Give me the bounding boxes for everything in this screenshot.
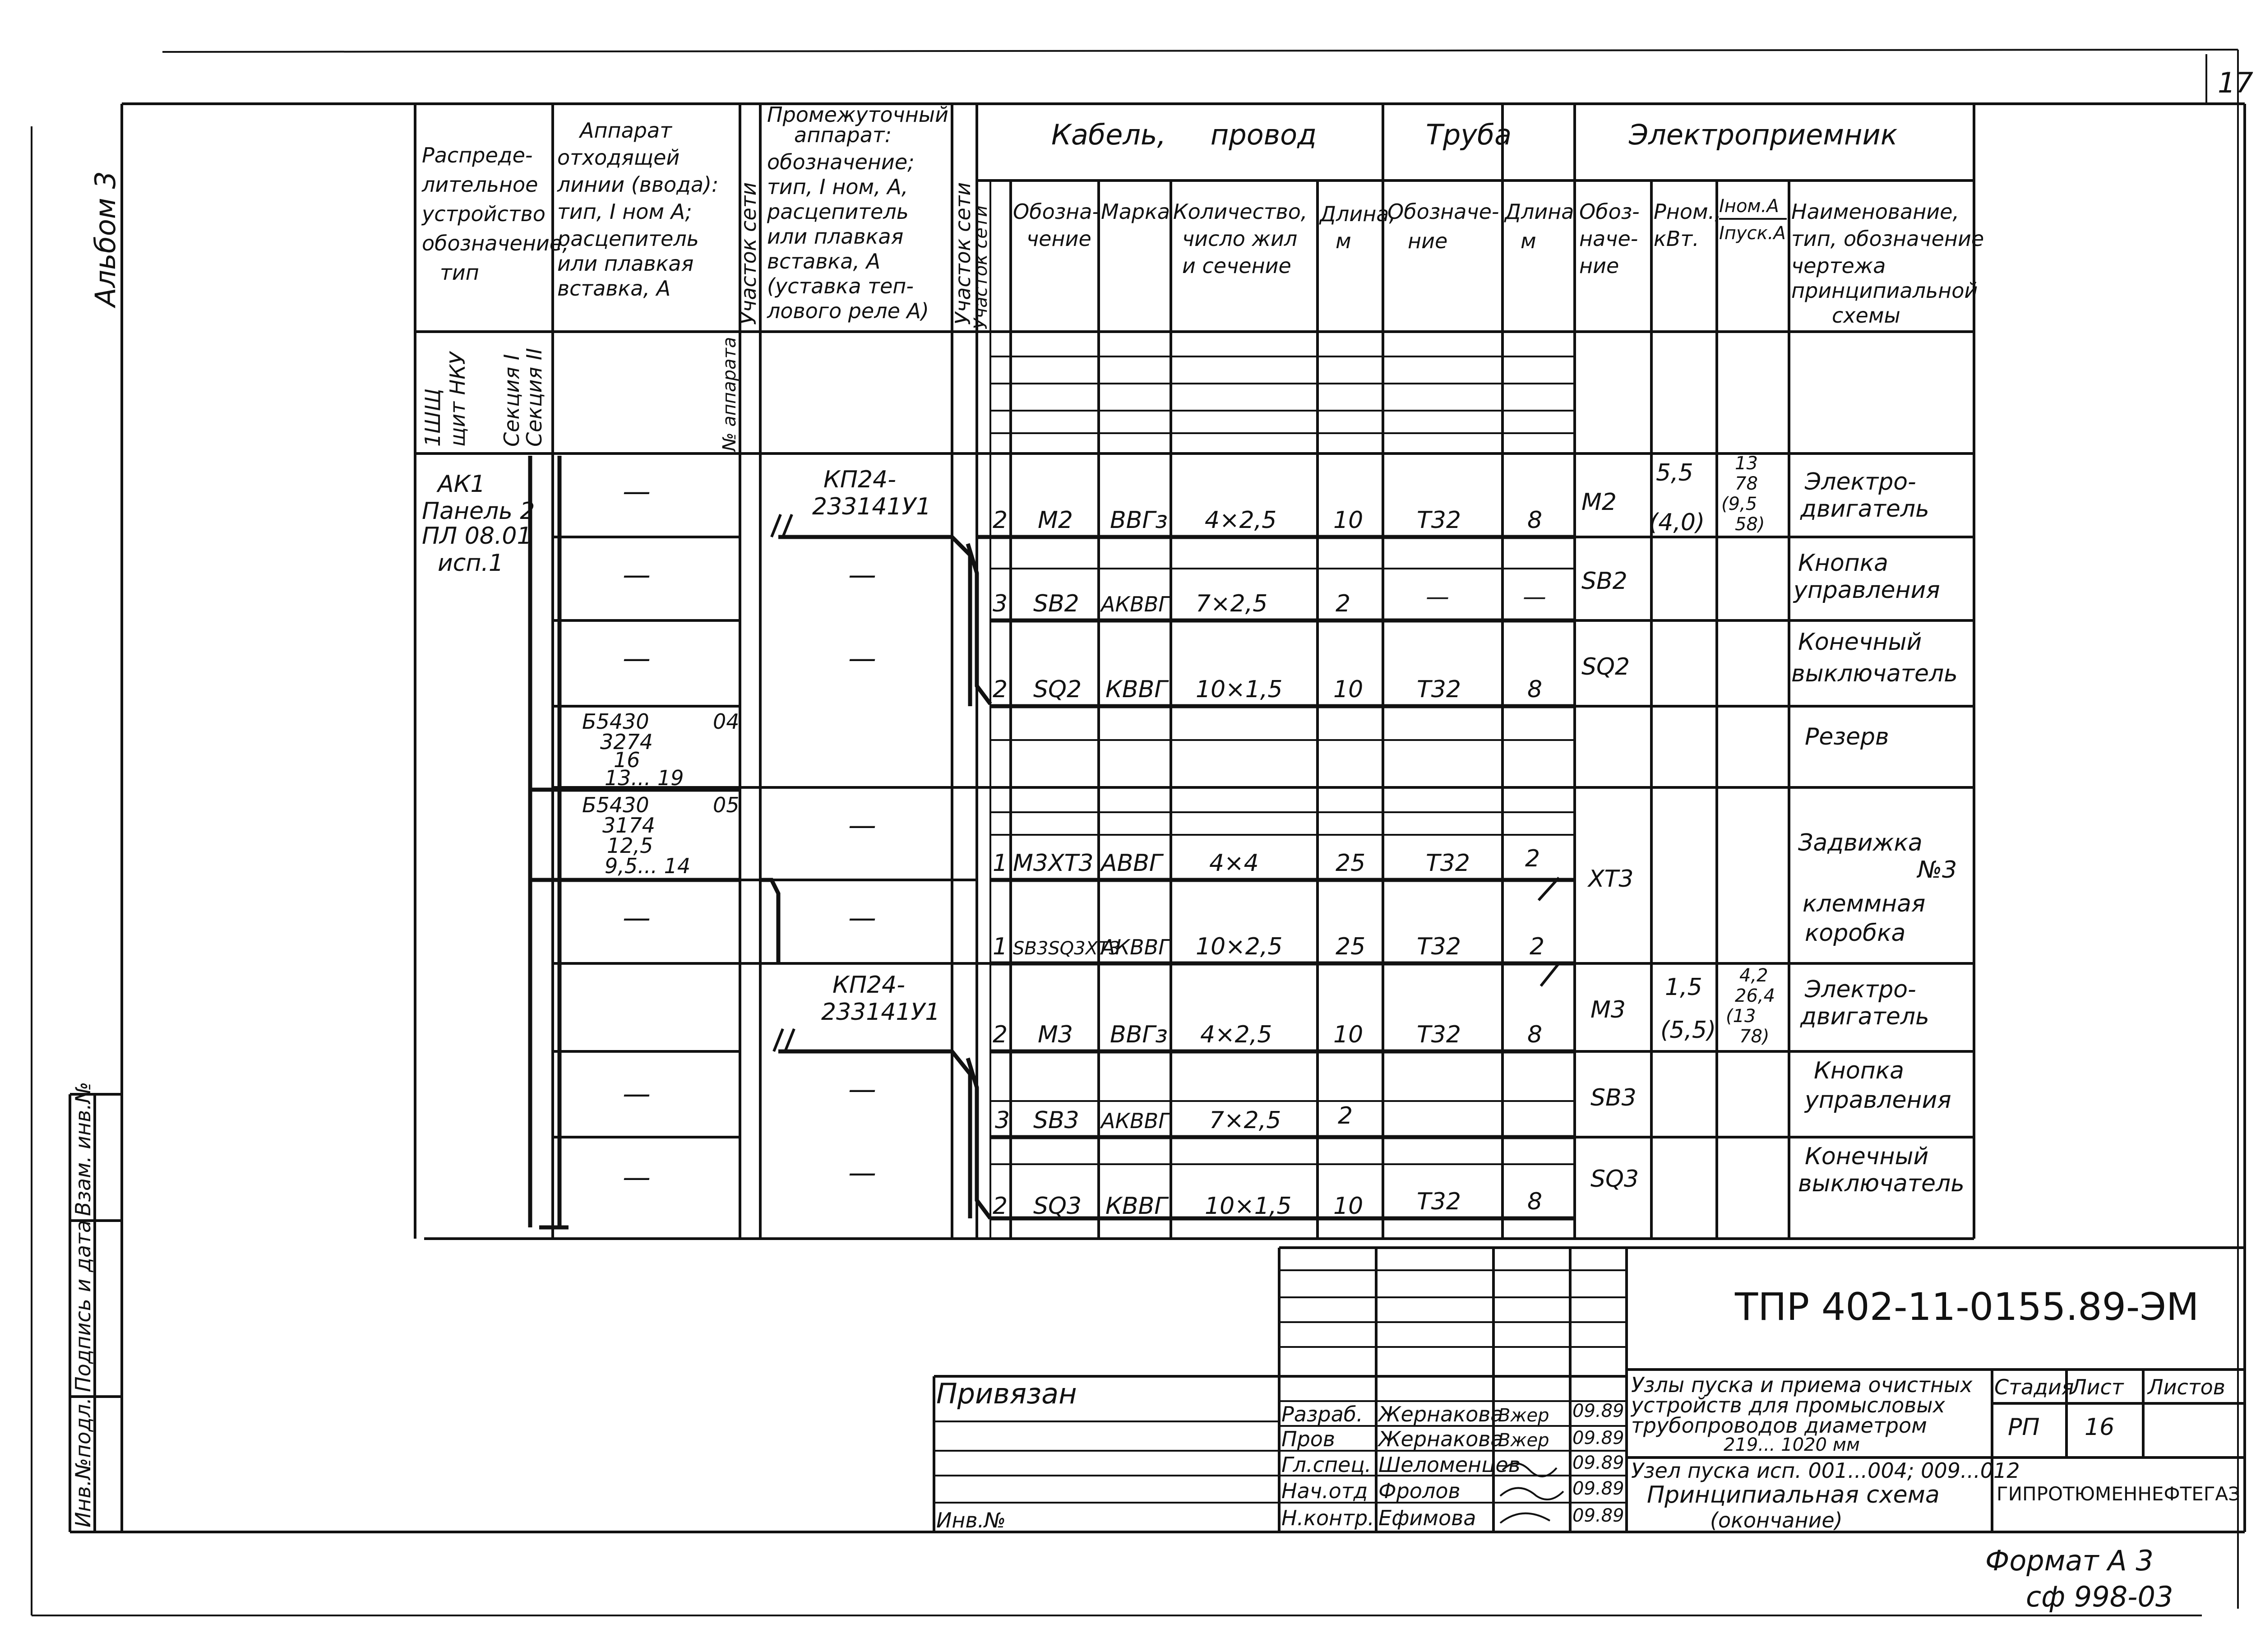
svg-text:04: 04	[713, 709, 740, 734]
signature-role-row	[1281, 1427, 1624, 1451]
receiver-row	[1581, 629, 1958, 687]
svg-text:исп.1: исп.1	[438, 550, 504, 577]
svg-text:КП24-: КП24-	[823, 466, 896, 493]
signature-role-row	[1281, 1453, 1624, 1477]
svg-text:Аппарат: Аппарат	[580, 118, 672, 143]
sheet-label: Лист	[2071, 1375, 2124, 1399]
cable-row	[993, 507, 1542, 534]
svg-text:Б5430: Б5430	[582, 709, 649, 734]
signature-role-row	[1281, 1401, 1624, 1426]
svg-text:принципиальной: принципиальной	[1791, 278, 1978, 303]
page-number: 17	[2218, 66, 2253, 99]
svg-text:1: 1	[993, 850, 1008, 877]
svg-text:SQ2: SQ2	[1033, 676, 1082, 703]
receiver-row	[1590, 965, 1929, 1047]
header-section-2: Участок сети	[951, 182, 975, 325]
signature-role-row	[1281, 1505, 1624, 1530]
svg-text:Т32: Т32	[1417, 1188, 1461, 1215]
svg-text:10: 10	[1333, 507, 1364, 534]
svg-text:2: 2	[993, 676, 1008, 703]
svg-text:—: —	[623, 475, 651, 508]
svg-text:78): 78)	[1739, 1026, 1770, 1047]
svg-text:или плавкая: или плавкая	[557, 251, 694, 276]
svg-text:09.89: 09.89	[1572, 1453, 1624, 1473]
svg-text:(уставка теп-: (уставка теп-	[767, 274, 914, 298]
svg-text:7×2,5: 7×2,5	[1196, 590, 1268, 617]
intermediate-column	[812, 466, 940, 1189]
svg-text:трубопроводов диаметром: трубопроводов диаметром	[1631, 1413, 1927, 1438]
svg-text:4×4: 4×4	[1209, 850, 1259, 877]
svg-text:Количество,: Количество,	[1173, 199, 1308, 224]
svg-text:25: 25	[1336, 933, 1366, 960]
svg-text:233141У1: 233141У1	[821, 999, 940, 1026]
svg-text:АКВВГ: АКВВГ	[1101, 592, 1170, 616]
svg-text:М2: М2	[1581, 489, 1617, 516]
receiver-row	[1581, 453, 1929, 536]
svg-text:SB3SQ3ХТ3: SB3SQ3ХТ3	[1013, 938, 1120, 959]
svg-text:SQ3: SQ3	[1033, 1193, 1082, 1220]
svg-text:двигатель: двигатель	[1800, 495, 1929, 523]
svg-text:Т32: Т32	[1417, 676, 1461, 703]
organization: ГИПРОТЮМЕННЕФТЕГАЗ	[1997, 1483, 2241, 1505]
cable-row	[993, 676, 1542, 703]
svg-text:09.89: 09.89	[1572, 1401, 1624, 1421]
stage-label: Стадия	[1994, 1375, 2074, 1399]
svg-text:1: 1	[993, 933, 1008, 960]
svg-text:схемы: схемы	[1832, 303, 1900, 328]
svg-text:4×2,5: 4×2,5	[1205, 507, 1277, 534]
svg-text:2: 2	[993, 507, 1008, 534]
svg-text:М3: М3	[1590, 996, 1626, 1023]
cable-row	[993, 1188, 1542, 1220]
svg-text:Вжер: Вжер	[1498, 1430, 1549, 1451]
svg-text:Жернакова: Жернакова	[1378, 1402, 1503, 1426]
svg-text:3: 3	[995, 1107, 1010, 1134]
svg-text:(13: (13	[1726, 1006, 1756, 1027]
svg-text:число жил: число жил	[1182, 227, 1298, 251]
svg-text:SQ3: SQ3	[1590, 1166, 1639, 1193]
svg-text:78: 78	[1735, 473, 1758, 494]
svg-text:2: 2	[993, 1021, 1008, 1048]
svg-text:обозначение;: обозначение;	[767, 150, 915, 174]
receiver-row	[1581, 550, 1940, 604]
svg-text:(окончание): (окончание)	[1710, 1508, 1843, 1532]
apparatus-column	[582, 475, 740, 1194]
header-receiver-columns	[1579, 196, 1984, 328]
svg-text:Вжер: Вжер	[1498, 1405, 1549, 1426]
svg-text:09.89: 09.89	[1572, 1478, 1624, 1499]
svg-text:8: 8	[1527, 1188, 1543, 1215]
cable-row	[995, 1102, 1353, 1134]
header-section-1: Участок сети	[736, 182, 761, 325]
svg-text:Распреде-: Распреде-	[422, 143, 533, 167]
svg-text:Задвижка: Задвижка	[1798, 829, 1923, 856]
svg-text:щит НКУ: щит НКУ	[445, 352, 470, 447]
svg-text:16: 16	[614, 748, 640, 772]
svg-text:—: —	[1426, 583, 1449, 611]
svg-text:(4,0): (4,0)	[1649, 509, 1705, 536]
header-intermediate	[767, 102, 948, 323]
svg-text:13: 13	[1735, 453, 1758, 474]
svg-text:12,5: 12,5	[607, 833, 653, 858]
format-label: Формат А 3	[1985, 1544, 2154, 1577]
svg-text:Наименование,: Наименование,	[1791, 199, 1960, 224]
svg-text:тип, обозначение: тип, обозначение	[1791, 227, 1984, 251]
svg-text:2: 2	[1525, 845, 1540, 872]
svg-text:выключатель: выключатель	[1798, 1170, 1965, 1197]
svg-text:управления: управления	[1805, 1087, 1951, 1114]
svg-text:вставка, А: вставка, А	[767, 249, 881, 273]
svg-text:устройство: устройство	[422, 202, 546, 226]
svg-text:устройств для промысловых: устройств для промысловых	[1631, 1393, 1945, 1417]
header-pipe-group: Труба	[1426, 118, 1512, 151]
svg-text:SB3: SB3	[1590, 1084, 1637, 1111]
svg-text:Принципиальная схема: Принципиальная схема	[1647, 1481, 1940, 1509]
svg-text:расцепитель: расцепитель	[557, 227, 699, 251]
svg-text:7×2,5: 7×2,5	[1209, 1107, 1281, 1134]
svg-text:Обоз-: Обоз-	[1579, 199, 1640, 224]
svg-text:Шеломенцев: Шеломенцев	[1378, 1453, 1521, 1477]
shield-labels	[421, 337, 740, 452]
svg-text:тип, I ном А;: тип, I ном А;	[557, 199, 692, 224]
svg-text:Б5430: Б5430	[582, 793, 649, 817]
svg-text:5,5: 5,5	[1656, 459, 1693, 486]
svg-text:чертежа: чертежа	[1791, 254, 1886, 278]
margin-replace-inv: Взам. инв.№	[71, 1082, 95, 1216]
doc-code: ТПР 402-11-0155.89-ЭМ	[1735, 1285, 2199, 1329]
svg-text:3274: 3274	[600, 730, 653, 754]
receiver-row	[1590, 1057, 1951, 1114]
svg-text:Т32: Т32	[1426, 850, 1470, 877]
svg-text:Резерв: Резерв	[1805, 723, 1889, 750]
margin-inv-orig: Инв.№подл.	[71, 1397, 95, 1527]
sheet-title	[1631, 1458, 2020, 1532]
svg-text:1,5: 1,5	[1665, 974, 1702, 1001]
svg-text:Узел пуска исп. 001...004; 009: Узел пуска исп. 001...004; 009...012	[1631, 1458, 2020, 1483]
svg-text:Iпуск.А: Iпуск.А	[1719, 223, 1786, 244]
svg-text:лительное: лительное	[422, 172, 538, 197]
svg-text:м: м	[1521, 229, 1536, 253]
svg-text:двигатель: двигатель	[1800, 1003, 1929, 1030]
svg-text:Узлы пуска и приема очистных: Узлы пуска и приема очистных	[1631, 1373, 1973, 1397]
margin-sign-date: Подпись и дата	[71, 1220, 95, 1392]
svg-text:SQ2: SQ2	[1581, 653, 1630, 680]
svg-text:26,4: 26,4	[1735, 986, 1775, 1006]
svg-text:58): 58)	[1735, 514, 1765, 535]
svg-text:кВт.: кВт.	[1654, 227, 1699, 251]
svg-text:Н.контр.: Н.контр.	[1281, 1506, 1374, 1530]
svg-text:3174: 3174	[602, 813, 656, 838]
inv-no-label: Инв.№	[936, 1508, 1006, 1532]
svg-text:3: 3	[993, 590, 1008, 617]
svg-text:—: —	[623, 1077, 651, 1110]
svg-text:—: —	[848, 809, 876, 842]
svg-text:4×2,5: 4×2,5	[1200, 1021, 1272, 1048]
svg-text:Электро-: Электро-	[1805, 976, 1916, 1003]
svg-text:АКВВГ: АКВВГ	[1101, 1109, 1170, 1133]
svg-text:М3ХТ3: М3ХТ3	[1013, 850, 1094, 877]
svg-text:Пров: Пров	[1281, 1427, 1336, 1451]
svg-text:чение: чение	[1026, 227, 1091, 251]
svg-text:9,5... 14: 9,5... 14	[605, 854, 691, 878]
stage-value: РП	[2008, 1414, 2040, 1441]
svg-text:SB2: SB2	[1581, 568, 1627, 595]
svg-text:8: 8	[1527, 507, 1543, 534]
svg-text:2: 2	[1338, 1102, 1353, 1129]
svg-text:Обозна-: Обозна-	[1013, 199, 1100, 224]
svg-text:Длина,: Длина,	[1320, 202, 1396, 226]
svg-text:8: 8	[1527, 1021, 1543, 1048]
svg-text:8: 8	[1527, 676, 1543, 703]
svg-text:—: —	[848, 642, 876, 675]
svg-text:2: 2	[993, 1193, 1008, 1220]
svg-text:ПЛ 08.01: ПЛ 08.01	[422, 523, 532, 550]
svg-text:лового реле А): лового реле А)	[767, 299, 929, 323]
svg-text:Iном.А: Iном.А	[1719, 196, 1779, 217]
header-pipe-columns	[1387, 199, 1574, 253]
svg-text:Т32: Т32	[1417, 933, 1461, 960]
svg-text:Кнопка: Кнопка	[1814, 1057, 1905, 1084]
svg-text:Конечный: Конечный	[1805, 1143, 1929, 1170]
svg-text:10: 10	[1333, 1021, 1364, 1048]
svg-text:Панель 2: Панель 2	[422, 498, 535, 525]
svg-text:№3: №3	[1918, 856, 1957, 884]
svg-text:тип, I ном, А,: тип, I ном, А,	[767, 175, 908, 199]
header-cable-group: Кабель, провод	[1051, 118, 1317, 151]
svg-text:05: 05	[713, 793, 740, 817]
receiver-row	[1805, 723, 1889, 750]
bound-label: Привязан	[936, 1377, 1077, 1410]
svg-text:4,2: 4,2	[1739, 965, 1768, 986]
svg-text:Нач.отд: Нач.отд	[1281, 1479, 1368, 1503]
svg-text:10×1,5: 10×1,5	[1205, 1193, 1292, 1220]
svg-text:Жернакова: Жернакова	[1378, 1427, 1503, 1451]
cable-row	[993, 933, 1544, 960]
svg-text:управления: управления	[1794, 577, 1940, 604]
header-apparatus	[557, 118, 719, 301]
svg-text:линии (ввода):: линии (ввода):	[557, 172, 719, 197]
svg-text:09.89: 09.89	[1572, 1505, 1624, 1526]
receiver-row	[1590, 1143, 1965, 1197]
svg-text:коробка: коробка	[1805, 920, 1906, 947]
svg-text:отходящей: отходящей	[557, 145, 680, 170]
margin-stamp	[70, 1082, 122, 1532]
svg-text:Рном.,: Рном.,	[1654, 199, 1721, 224]
svg-text:тип: тип	[440, 260, 479, 285]
distribution-device	[422, 471, 535, 577]
svg-text:м: м	[1336, 229, 1351, 253]
svg-text:Обозначе-: Обозначе-	[1387, 199, 1499, 224]
svg-text:—: —	[848, 1073, 876, 1106]
svg-text:09.89: 09.89	[1572, 1428, 1624, 1448]
svg-text:М3: М3	[1038, 1021, 1073, 1048]
svg-text:выключатель: выключатель	[1791, 660, 1958, 687]
svg-text:Конечный: Конечный	[1798, 629, 1922, 656]
svg-text:Марка: Марка	[1101, 199, 1170, 224]
svg-text:Разраб.: Разраб.	[1281, 1402, 1363, 1426]
svg-text:Фролов: Фролов	[1378, 1479, 1461, 1503]
svg-text:SB2: SB2	[1033, 590, 1079, 617]
svg-text:13... 19: 13... 19	[605, 766, 684, 790]
cable-row	[993, 583, 1546, 617]
svg-text:ние: ние	[1408, 229, 1448, 253]
cable-row	[993, 1021, 1542, 1048]
album-label: Альбом 3	[89, 171, 122, 307]
sheet-value: 16	[2085, 1414, 2115, 1441]
svg-text:КВВГ: КВВГ	[1105, 676, 1168, 703]
svg-text:Промежуточный: Промежуточный	[767, 102, 949, 127]
header-section-3: Участок сети	[971, 205, 991, 329]
svg-text:—: —	[623, 642, 651, 675]
svg-text:ХТ3: ХТ3	[1588, 865, 1634, 893]
svg-text:Секция II: Секция II	[522, 348, 546, 447]
svg-text:10: 10	[1333, 1193, 1364, 1220]
cable-row	[993, 845, 1540, 877]
svg-text:Т32: Т32	[1417, 507, 1461, 534]
svg-text:наче-: наче-	[1579, 227, 1638, 251]
svg-text:25: 25	[1336, 850, 1366, 877]
svg-text:№ аппарата: № аппарата	[719, 337, 740, 451]
svg-text:(5,5): (5,5)	[1660, 1017, 1716, 1044]
svg-text:Гл.спец.: Гл.спец.	[1281, 1453, 1372, 1477]
svg-text:вставка, А: вставка, А	[557, 276, 671, 301]
svg-text:расцепитель: расцепитель	[767, 199, 909, 224]
svg-text:SB3: SB3	[1033, 1107, 1079, 1134]
svg-text:и сечение: и сечение	[1182, 254, 1291, 278]
svg-text:обозначение,: обозначение,	[422, 231, 569, 255]
header-receiver-group: Электроприемник	[1629, 118, 1898, 151]
signature-role-row	[1281, 1478, 1624, 1503]
svg-text:АК1: АК1	[438, 471, 485, 498]
svg-text:Электро-: Электро-	[1805, 468, 1916, 495]
receiver-row	[1587, 829, 1957, 947]
svg-text:КВВГ: КВВГ	[1105, 1193, 1168, 1220]
svg-text:10: 10	[1333, 676, 1364, 703]
svg-text:аппарат:: аппарат:	[794, 123, 892, 147]
copy-mark: сф 998-03	[2026, 1580, 2173, 1613]
svg-text:—: —	[848, 558, 876, 591]
svg-text:Длина: Длина	[1505, 199, 1574, 224]
svg-text:клеммная: клеммная	[1803, 890, 1926, 917]
svg-text:2: 2	[1336, 590, 1351, 617]
svg-text:(9,5: (9,5	[1721, 494, 1757, 514]
svg-text:10×1,5: 10×1,5	[1196, 676, 1283, 703]
svg-text:Кнопка: Кнопка	[1798, 550, 1889, 577]
svg-text:АВВГ: АВВГ	[1101, 850, 1162, 877]
svg-text:—: —	[848, 901, 876, 934]
svg-text:АКВВГ: АКВВГ	[1101, 935, 1170, 959]
svg-text:—: —	[623, 1161, 651, 1194]
svg-text:Секция I: Секция I	[499, 354, 524, 447]
svg-text:—: —	[848, 1156, 876, 1189]
svg-text:—: —	[623, 901, 651, 934]
header-cable-columns	[1013, 199, 1396, 278]
sheets-label: Листов	[2148, 1375, 2225, 1399]
svg-text:10×2,5: 10×2,5	[1196, 933, 1283, 960]
svg-text:219... 1020 мм: 219... 1020 мм	[1724, 1435, 1860, 1455]
svg-text:2: 2	[1530, 933, 1545, 960]
svg-text:М2: М2	[1038, 507, 1073, 534]
svg-text:ВВГз: ВВГз	[1110, 507, 1168, 534]
svg-text:—: —	[1523, 583, 1546, 611]
svg-text:КП24-: КП24-	[832, 972, 905, 999]
svg-text:—: —	[623, 558, 651, 591]
svg-text:или плавкая: или плавкая	[767, 224, 904, 249]
header-dist	[421, 143, 569, 285]
project-title	[1630, 1373, 1973, 1455]
svg-text:233141У1: 233141У1	[812, 493, 931, 520]
svg-text:Т32: Т32	[1417, 1021, 1461, 1048]
svg-text:Ефимова: Ефимова	[1378, 1506, 1476, 1530]
svg-text:ние: ние	[1579, 254, 1619, 278]
svg-text:1ШЩ: 1ШЩ	[421, 389, 445, 447]
svg-text:ВВГз: ВВГз	[1110, 1021, 1168, 1048]
